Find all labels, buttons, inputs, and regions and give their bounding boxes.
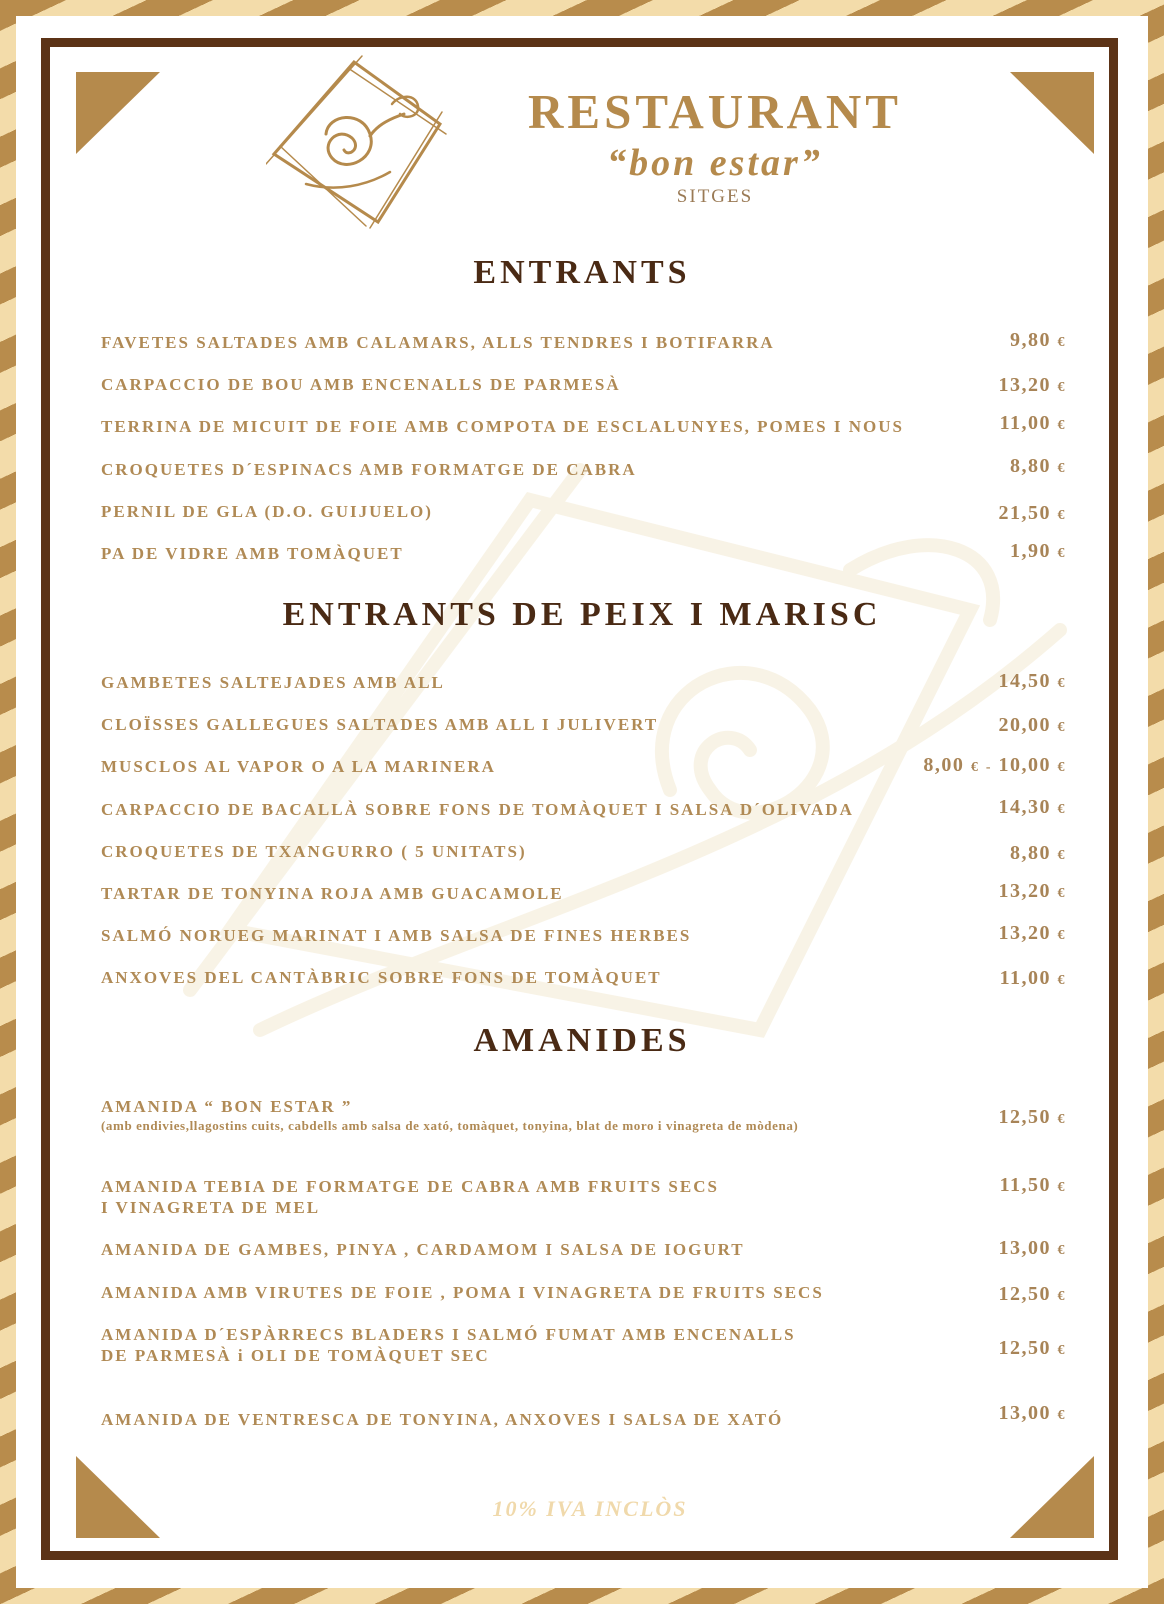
item-name: CROQUETES D´ESPINACS AMB FORMATGE DE CABRA [101,460,637,479]
item-name-continued: I VINAGRETA DE MEL [101,1198,321,1217]
menu-item [101,756,1066,777]
item-name: AMANIDA TEBIA DE FORMATGE DE CABRA AMB FRUITS SECS [101,1177,719,1196]
item-name: PERNIL DE GLA (D.O. GUIJUELO) [101,502,433,521]
section-title-entrants: ENTRANTS [473,254,691,291]
item-name: AMANIDA D´ESPÀRRECS BLADERS I SALMÓ FUMAT AMB ENCENALLS [101,1325,796,1344]
item-price: 12,50 € [998,1106,1066,1128]
item-price: 8,80 € [1010,455,1066,477]
menu-item [101,455,1066,480]
item-name: ANXOVES DEL CANTÀBRIC SOBRE FONS DE TOMÀQUET [101,968,662,987]
item-name: AMANIDA DE VENTRESCA DE TONYINA, ANXOVES I SALSA DE XATÓ [101,1410,784,1429]
item-price: 14,30 € [998,796,1066,818]
item-price: 11,00 € [999,412,1066,434]
item-price: 13,00 € [998,1237,1066,1259]
menu-item [101,967,1066,988]
section-title-seafood: ENTRANTS DE PEIX I MARISC [282,596,882,633]
vat-note: 10% IVA INCLÒS [492,1496,688,1521]
snail-logo-icon [266,54,448,230]
item-name: TARTAR DE TONYINA ROJA AMB GUACAMOLE [101,884,564,903]
item-price: 13,20 € [998,374,1066,396]
menu-item [101,329,1066,353]
section-title-salads: AMANIDES [473,1022,691,1059]
item-name: CROQUETES DE TXANGURRO ( 5 UNITATS) [101,842,527,861]
menu-item [101,501,1066,522]
menu-item [101,796,1066,820]
menu-item [101,374,1066,395]
menu-item [101,1402,1066,1430]
item-price: 12,50 € [998,1337,1066,1359]
restaurant-brand [500,82,930,210]
item-name: SALMÓ NORUEG MARINAT I AMB SALSA DE FINES HERBES [101,926,692,945]
item-price: 21,50 € [998,502,1066,524]
item-price: 14,50 € [998,670,1066,692]
item-name: AMANIDA DE GAMBES, PINYA , CARDAMOM I SALSA DE IOGURT [101,1240,745,1259]
restaurant-city: SITGES [676,186,754,207]
item-name: FAVETES SALTADES AMB CALAMARS, ALLS TENDRES I BOTIFARRA [101,333,775,352]
item-name: CLOÏSSES GALLEGUES SALTADES AMB ALL I JULIVERT [101,715,659,734]
item-price: 12,50 € [998,1283,1066,1305]
menu-item [101,922,1066,946]
menu-item [101,841,1066,862]
menu-item [101,672,1066,693]
restaurant-subtitle: “bon estar” [607,142,823,184]
restaurant-name: RESTAURANT [528,84,902,139]
item-price: 13,00 € [998,1402,1066,1424]
item-name-continued: DE PARMESÀ i OLI DE TOMÀQUET SEC [101,1346,490,1365]
menu-item [101,412,1066,437]
item-name: CARPACCIO DE BACALLÀ SOBRE FONS DE TOMÀQUET I SALSA D´OLIVADA [101,800,854,819]
item-name: AMANIDA “ BON ESTAR ” [101,1097,353,1116]
item-price: 11,00 € [999,967,1066,989]
item-price: 9,80 € [1010,329,1066,351]
menu-item [101,1176,1066,1218]
menu-item [101,1096,1066,1134]
menu-item [101,1282,1066,1303]
item-name: PA DE VIDRE AMB TOMÀQUET [101,544,404,563]
item-name: CARPACCIO DE BOU AMB ENCENALLS DE PARMESÀ [101,375,621,394]
menu-item [101,540,1066,564]
item-price: 8,00 € - 10,00 € [923,754,1066,776]
item-price: 8,80 € [1010,842,1066,864]
menu-item [101,880,1066,904]
item-description: (amb endivies,llagostins cuits, cabdells amb salsa de xató, tomàquet, tonyina, blat de moro i vinagreta de mòdena) [101,1118,799,1133]
item-name: MUSCLOS AL VAPOR O A LA MARINERA [101,757,496,776]
menu-item [101,1324,1066,1366]
item-name: TERRINA DE MICUIT DE FOIE AMB COMPOTA DE ESCLALUNYES, POMES I NOUS [101,417,904,436]
item-price: 13,20 € [998,880,1066,902]
item-price: 11,50 € [999,1174,1066,1196]
item-name: GAMBETES SALTEJADES AMB ALL [101,673,445,692]
item-price: 1,90 € [1010,540,1066,562]
item-name: AMANIDA AMB VIRUTES DE FOIE , POMA I VINAGRETA DE FRUITS SECS [101,1283,824,1302]
item-price: 20,00 € [998,714,1066,736]
menu-item [101,714,1066,735]
menu-item [101,1239,1066,1260]
item-price: 13,20 € [998,922,1066,944]
